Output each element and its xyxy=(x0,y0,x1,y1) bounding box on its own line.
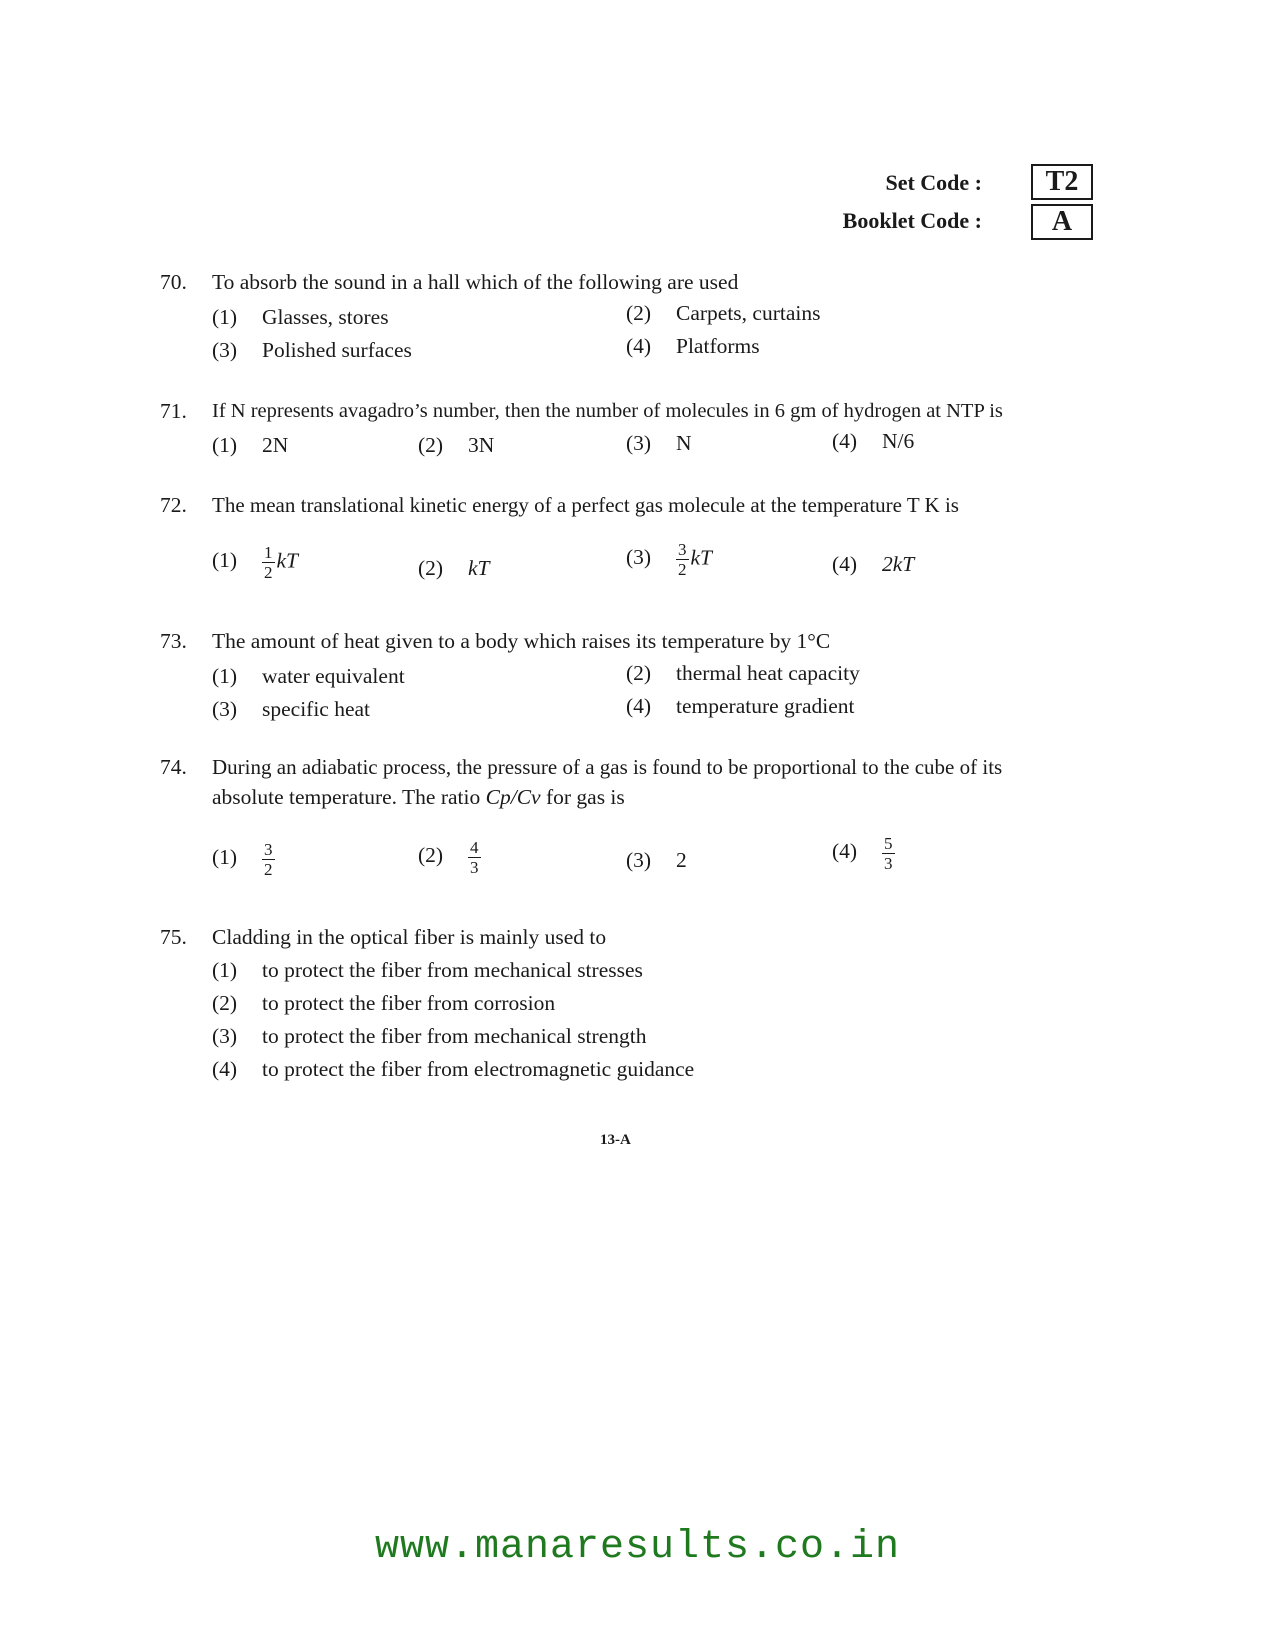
question-text: To absorb the sound in a hall which of the following are used xyxy=(212,270,739,294)
set-code-label: Set Code : xyxy=(885,170,982,195)
fraction: $\frac{3}{2}$ xyxy=(678,540,687,579)
option: (2) kT xyxy=(418,556,490,580)
option: (4) Platforms xyxy=(626,334,760,358)
question-text: Cladding in the optical fiber is mainly used to xyxy=(212,925,607,949)
fraction: $\frac{4}{3}$ xyxy=(470,838,479,877)
fraction: $\frac{5}{3}$ xyxy=(884,834,893,873)
option: (4) to protect the fiber from electromagnetic guidance xyxy=(212,1057,695,1081)
option: (1) 2N xyxy=(212,433,289,457)
option: (4) N/6 xyxy=(832,429,915,453)
option: (3) to protect the fiber from mechanical strength xyxy=(212,1024,647,1048)
question-number: 72. xyxy=(160,493,187,517)
fraction: $\frac{3}{2}$ xyxy=(264,840,273,879)
question-number: 74. xyxy=(160,755,187,779)
option: (2) $\frac{4}{3}$ xyxy=(418,838,479,877)
option: (1) $\frac{1}{2}$ kT xyxy=(212,543,298,582)
option: (3) $\frac{3}{2}$ kT xyxy=(626,540,712,579)
option: (1) to protect the fiber from mechanical stresses xyxy=(212,958,643,982)
question-text-line2: absolute temperature. The ratio Cp/Cv for gas is xyxy=(212,785,625,809)
question-number: 73. xyxy=(160,629,187,653)
booklet-code-box: A xyxy=(1031,204,1093,240)
set-code-box: T2 xyxy=(1031,164,1093,200)
booklet-code-label: Booklet Code : xyxy=(842,208,982,233)
option: (3) specific heat xyxy=(212,697,371,721)
option: (1) $\frac{3}{2}$ xyxy=(212,840,273,879)
footer-url: www.manaresults.co.in xyxy=(374,1525,901,1570)
option: (2) to protect the fiber from corrosion xyxy=(212,991,556,1015)
question-text-line1: During an adiabatic process, the pressure of a gas is found to be proportional to the cube of its xyxy=(212,755,1003,779)
page-number: 13-A xyxy=(600,1132,631,1148)
question-number: 71. xyxy=(160,399,187,423)
question-text: If N represents avagadro’s number, then the number of molecules in 6 gm of hydrogen at NTP is xyxy=(212,400,1003,422)
option: (1) water equivalent xyxy=(212,664,405,688)
option: (4) temperature gradient xyxy=(626,694,855,718)
question-number: 70. xyxy=(160,270,187,294)
fraction: $\frac{1}{2}$ xyxy=(264,543,273,582)
option: (3) N xyxy=(626,431,692,455)
option: (3) 2 xyxy=(626,848,687,872)
option: (2) 3N xyxy=(418,433,495,457)
question-text: The mean translational kinetic energy of a perfect gas molecule at the temperature T K is xyxy=(212,493,959,517)
option: (3) Polished surfaces xyxy=(212,338,412,362)
question-text: The amount of heat given to a body which raises its temperature by 1°C xyxy=(212,629,831,653)
option: (2) thermal heat capacity xyxy=(626,661,860,685)
option: (1) Glasses, stores xyxy=(212,305,389,329)
option: (4) 2kT xyxy=(832,552,915,576)
question-number: 75. xyxy=(160,925,187,949)
option: (2) Carpets, curtains xyxy=(626,301,821,325)
option: (4) $\frac{5}{3}$ xyxy=(832,834,893,873)
